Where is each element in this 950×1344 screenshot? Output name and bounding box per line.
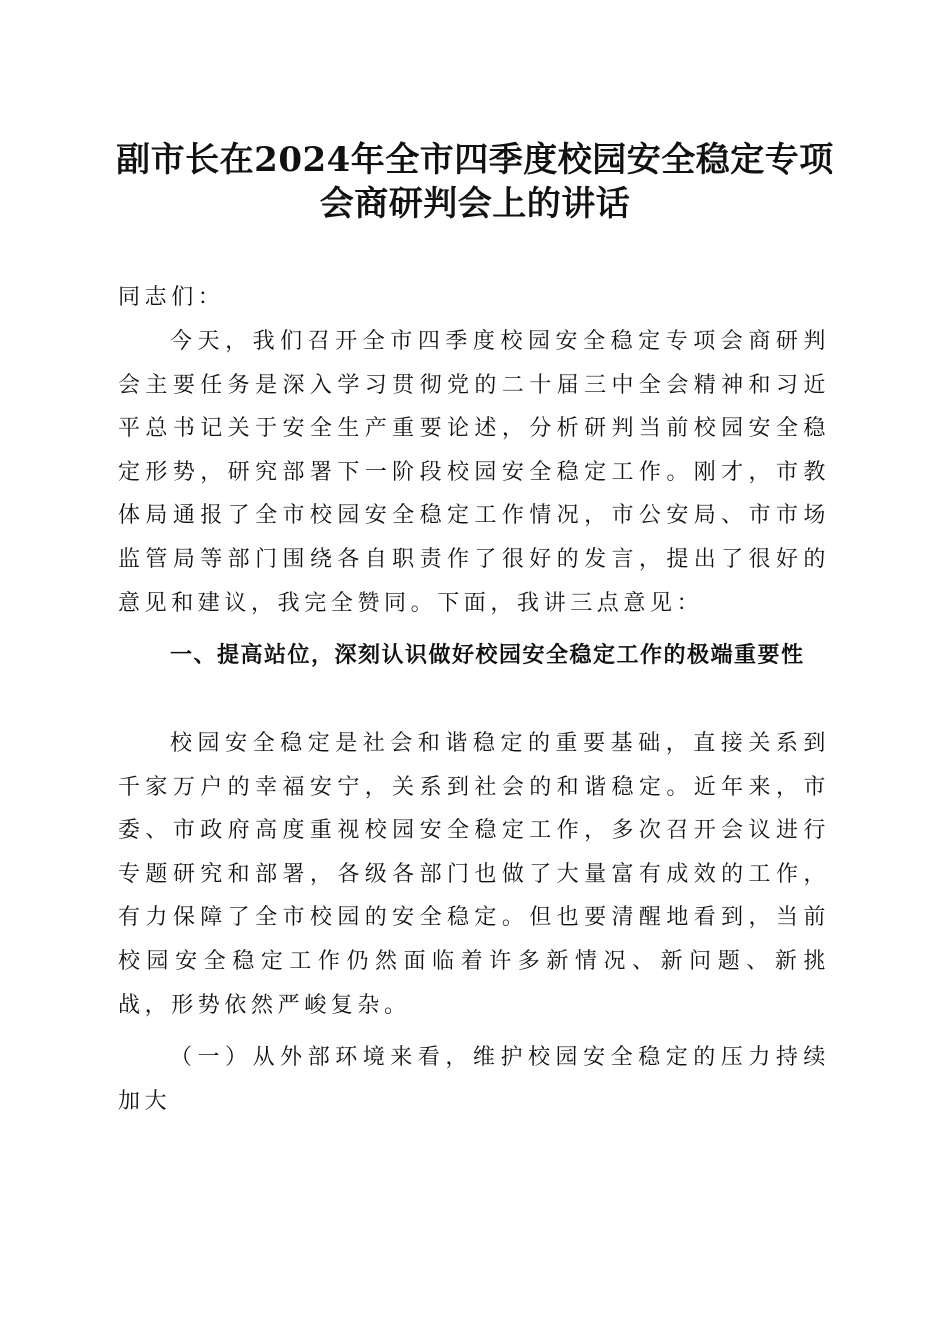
paragraph-section-1: 校园安全稳定是社会和谐稳定的重要基础，直接关系到千家万户的幸福安宁，关系到社会的和谐稳定。近年来，市委、市政府高度重视校园安全稳定工作，多次召开会议进行专题研究和部署，各级各部门也做了大量富有成效的工作，有力保障了全市校园的安全稳定。但也要清醒地看到，当前校园安全稳定工作仍然面临着许多新情况、新问题、新挑战，形势依然严峻复杂。 xyxy=(118,731,830,1018)
salutation: 同志们： xyxy=(118,285,225,310)
document-title: 副市长在2024年全市四季度校园安全稳定专项会商研判会上的讲话 xyxy=(116,140,834,224)
section-heading-1: 一、提高站位，深刻认识做好校园安全稳定工作的极端重要性 xyxy=(170,643,805,668)
subsection-heading-1: （一）从外部环境来看，维护校园安全稳定的压力持续加大 xyxy=(118,1045,830,1114)
paragraph-intro: 今天，我们召开全市四季度校园安全稳定专项会商研判会主要任务是深入学习贯彻党的二十届三中全会精神和习近平总书记关于安全生产重要论述，分析研判当前校园安全稳定形势，研究部署下一阶段校园安全稳定工作。刚才，市教体局通报了全市校园安全稳定工作情况，市公安局、市市场监管局等部门围绕各自职责作了很好的发言，提出了很好的意见和建议，我完全赞同。下面，我讲三点意见： xyxy=(118,329,830,616)
